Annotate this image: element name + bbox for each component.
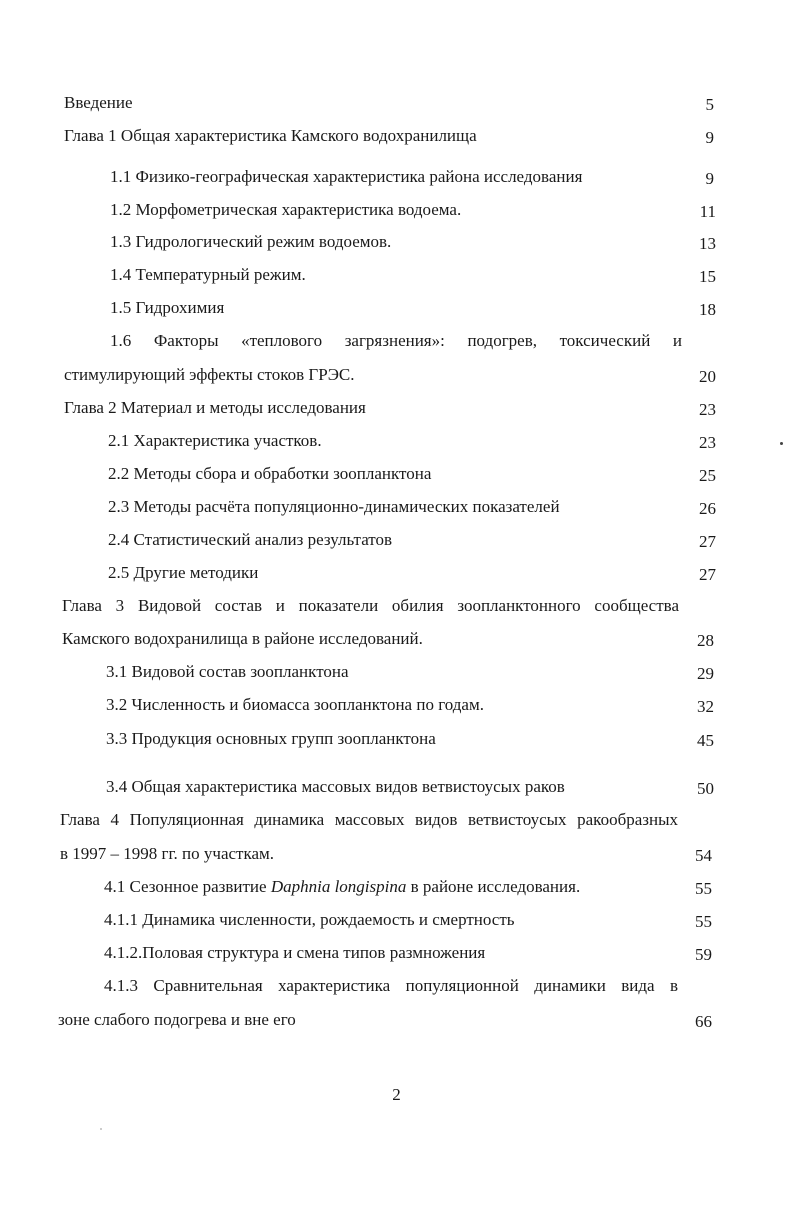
toc-entry-1-6-line2: стимулирующий эффекты стоков ГРЭС. [64, 365, 355, 384]
toc-page-2-1: 23 [699, 433, 716, 452]
toc-entry-1-1: 1.1 Физико-географическая характеристика района исследования [110, 167, 583, 186]
toc-page-1-1: 9 [705, 169, 714, 188]
toc-entry-1-4: 1.4 Температурный режим. [110, 265, 306, 284]
toc-page-2-5: 27 [699, 565, 716, 584]
toc-entry-1-6-line1: 1.6 Факторы «теплового загрязнения»: подогрев, токсический и [110, 331, 682, 350]
toc-entry-4-1-3-line2: зоне слабого подогрева и вне его [58, 1010, 296, 1029]
toc-page-1-4: 15 [699, 267, 716, 286]
toc-page-4-1: 55 [695, 879, 712, 898]
toc-page-3-4: 50 [697, 779, 714, 798]
toc-entry-4-1-1: 4.1.1 Динамика численности, рождаемость и смертность [104, 910, 515, 929]
toc-entry-chapter-3-line2: Камского водохранилища в районе исследований. [62, 629, 423, 648]
toc-page-chapter-1: 9 [705, 128, 714, 147]
toc-entry-4-1-pre: 4.1 Сезонное развитие [104, 877, 271, 896]
toc-entry-1-3: 1.3 Гидрологический режим водоемов. [110, 232, 392, 251]
toc-entry-4-1-2: 4.1.2.Половая структура и смена типов размножения [104, 943, 486, 962]
scan-speck [780, 442, 783, 445]
toc-entry-intro: Введение [64, 93, 133, 112]
toc-page-chapter-3: 28 [697, 631, 714, 650]
toc-page-chapter-4: 54 [695, 846, 712, 865]
toc-entry-3-2: 3.2 Численность и биомасса зоопланктона по годам. [106, 695, 484, 714]
toc-entry-3-3: 3.3 Продукция основных групп зоопланктона [106, 729, 436, 748]
toc-entry-chapter-1: Глава 1 Общая характеристика Камского водохранилища [64, 126, 477, 145]
toc-page-1-3: 13 [699, 234, 716, 253]
toc-page-4-1-2: 59 [695, 945, 712, 964]
toc-entry-4-1-species: Daphnia longispina [270, 877, 407, 896]
toc-page-2-2: 25 [699, 466, 716, 485]
toc-page-4-1-3: 66 [695, 1012, 712, 1031]
scan-dot [100, 1128, 102, 1130]
toc-page-chapter-2: 23 [699, 400, 716, 419]
toc-entry-chapter-4-line1: Глава 4 Популяционная динамика массовых видов ветвистоусых ракообразных [60, 810, 678, 829]
toc-entry-2-4: 2.4 Статистический анализ результатов [108, 530, 393, 549]
toc-page-3-3: 45 [697, 731, 714, 750]
toc-entry-4-1 [104, 877, 580, 897]
toc-entry-1-5: 1.5 Гидрохимия [110, 298, 225, 317]
page-number: 2 [392, 1085, 401, 1104]
toc-entry-2-3: 2.3 Методы расчёта популяционно-динамических показателей [108, 497, 560, 516]
toc-entry-3-1: 3.1 Видовой состав зоопланктона [106, 662, 349, 681]
toc-entry-2-5: 2.5 Другие методики [108, 563, 259, 582]
toc-page-1-2: 11 [699, 202, 716, 221]
toc-page-1-6: 20 [699, 367, 716, 386]
toc-page-2-4: 27 [699, 532, 716, 551]
toc-entry-4-1-3-line1: 4.1.3 Сравнительная характеристика популяционной динамики вида в [104, 976, 678, 995]
toc-entry-2-1: 2.1 Характеристика участков. [108, 431, 322, 450]
toc-page-2-3: 26 [699, 499, 716, 518]
toc-page-intro: 5 [705, 95, 714, 114]
toc-entry-2-2: 2.2 Методы сбора и обработки зоопланктона [108, 464, 432, 483]
toc-entry-3-4: 3.4 Общая характеристика массовых видов ветвистоусых раков [106, 777, 565, 796]
toc-entry-4-1-post: в районе исследования. [406, 877, 581, 896]
toc-entry-1-2: 1.2 Морфометрическая характеристика водоема. [110, 200, 462, 219]
toc-page-3-1: 29 [697, 664, 714, 683]
toc-page-1-5: 18 [699, 300, 716, 319]
toc-entry-chapter-2: Глава 2 Материал и методы исследования [64, 398, 366, 417]
toc-entry-chapter-3-line1: Глава 3 Видовой состав и показатели обилия зоопланктонного сообщества [62, 596, 679, 615]
toc-entry-chapter-4-line2: в 1997 – 1998 гг. по участкам. [60, 844, 275, 863]
toc-page-3-2: 32 [697, 697, 714, 716]
toc-page-4-1-1: 55 [695, 912, 712, 931]
